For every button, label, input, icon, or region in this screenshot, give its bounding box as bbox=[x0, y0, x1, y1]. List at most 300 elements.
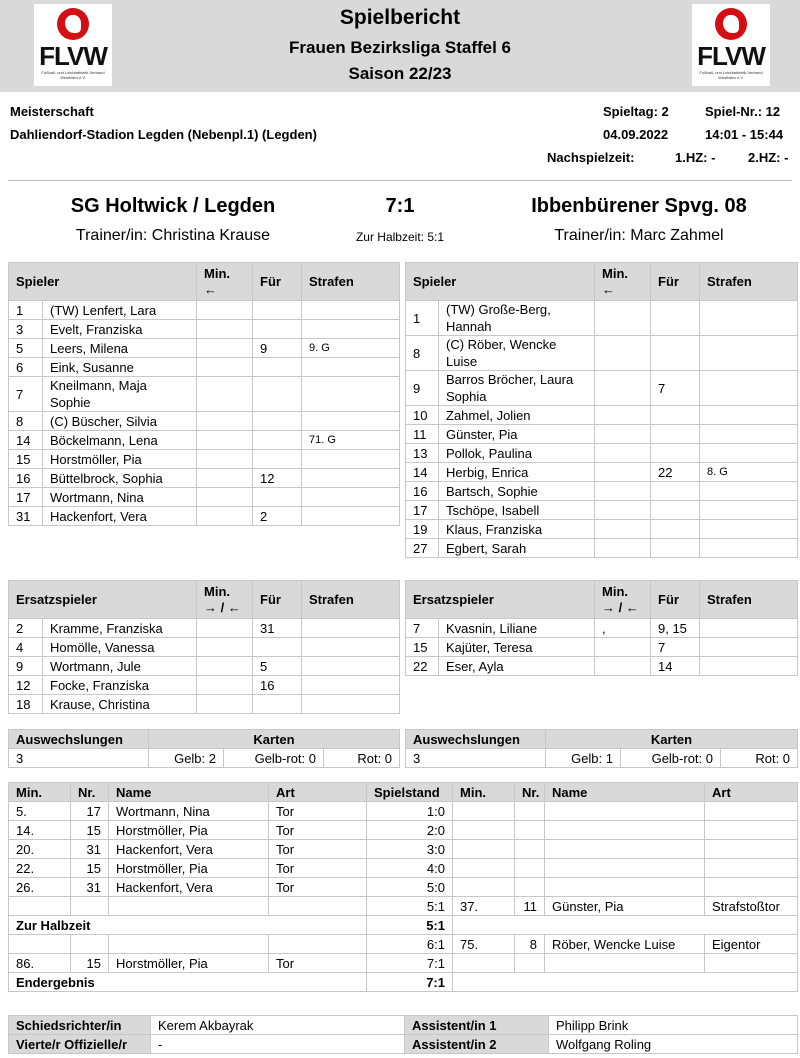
col-ersatz: Ersatzspieler bbox=[406, 581, 595, 619]
home-event-minute: 5. bbox=[9, 802, 71, 821]
player-penalty bbox=[700, 425, 798, 444]
player-row bbox=[406, 638, 798, 657]
player-minute bbox=[595, 336, 651, 371]
player-minute bbox=[197, 638, 253, 657]
event-score: 5:1 bbox=[367, 897, 453, 916]
player-minute bbox=[595, 482, 651, 501]
home-event-minute: 14. bbox=[9, 821, 71, 840]
player-number: 12 bbox=[9, 676, 43, 695]
home-event-name bbox=[109, 897, 269, 916]
league-name: Frauen Bezirksliga Staffel 6 bbox=[288, 38, 512, 57]
venue: Dahliendorf-Stadion Legden (Nebenpl.1) (Legden) bbox=[10, 127, 317, 142]
player-for bbox=[651, 444, 700, 463]
player-minute bbox=[595, 301, 651, 336]
away-event-name: Röber, Wencke Luise bbox=[545, 935, 705, 954]
player-penalty bbox=[700, 501, 798, 520]
player-penalty bbox=[700, 520, 798, 539]
home-event-name: Horstmöller, Pia bbox=[109, 954, 269, 973]
player-row bbox=[406, 301, 798, 336]
col-min: Min. ← bbox=[595, 263, 651, 301]
event-score: 5:1 bbox=[367, 916, 453, 935]
player-minute bbox=[197, 320, 253, 339]
player-minute bbox=[197, 695, 253, 714]
player-name: Barros Bröcher, Laura Sophia bbox=[439, 371, 595, 406]
player-row bbox=[9, 619, 400, 638]
player-minute bbox=[197, 657, 253, 676]
player-penalty bbox=[302, 657, 400, 676]
assistant1-name: Philipp Brink bbox=[549, 1016, 798, 1035]
player-for: 12 bbox=[253, 469, 302, 488]
karten-header: Karten bbox=[546, 730, 798, 749]
home-event-type bbox=[269, 935, 367, 954]
player-row bbox=[9, 339, 400, 358]
player-for bbox=[253, 377, 302, 412]
player-number: 4 bbox=[9, 638, 43, 657]
player-number: 27 bbox=[406, 539, 439, 558]
home-event-minute: 26. bbox=[9, 878, 71, 897]
player-for bbox=[651, 520, 700, 539]
home-event-number: 17 bbox=[71, 802, 109, 821]
player-name: Krause, Christina bbox=[43, 695, 197, 714]
col-min: Min. → / ← bbox=[595, 581, 651, 619]
player-name: Homölle, Vanessa bbox=[43, 638, 197, 657]
player-name: (C) Röber, Wencke Luise bbox=[439, 336, 595, 371]
player-penalty bbox=[700, 371, 798, 406]
player-penalty bbox=[302, 619, 400, 638]
player-penalty bbox=[302, 320, 400, 339]
player-for: 7 bbox=[651, 371, 700, 406]
event-row bbox=[9, 821, 798, 840]
away-trainer: Trainer/in: Marc Zahmel bbox=[554, 227, 724, 244]
away-event-minute bbox=[453, 802, 515, 821]
away-event-type bbox=[705, 954, 798, 973]
away-event-name bbox=[545, 802, 705, 821]
event-score: 3:0 bbox=[367, 840, 453, 859]
player-minute bbox=[595, 444, 651, 463]
player-name: Bartsch, Sophie bbox=[439, 482, 595, 501]
report-title: Spielbericht bbox=[339, 6, 461, 29]
away-event-name bbox=[545, 840, 705, 859]
player-minute bbox=[595, 406, 651, 425]
home-event-name: Hackenfort, Vera bbox=[109, 840, 269, 859]
home-event-minute: 22. bbox=[9, 859, 71, 878]
player-row bbox=[9, 320, 400, 339]
col-ev-nr: Nr. bbox=[71, 783, 109, 802]
player-penalty bbox=[700, 638, 798, 657]
player-name: (C) Büscher, Silvia bbox=[43, 412, 197, 431]
col-ev-score: Spielstand bbox=[367, 783, 453, 802]
event-score: 7:1 bbox=[367, 954, 453, 973]
player-row bbox=[9, 695, 400, 714]
player-penalty bbox=[700, 336, 798, 371]
player-name: Klaus, Franziska bbox=[439, 520, 595, 539]
player-for bbox=[651, 482, 700, 501]
player-number: 16 bbox=[9, 469, 43, 488]
player-penalty bbox=[302, 450, 400, 469]
player-minute bbox=[197, 469, 253, 488]
player-for bbox=[651, 406, 700, 425]
col-strafen: Strafen bbox=[700, 263, 798, 301]
player-name: Tschöpe, Isabell bbox=[439, 501, 595, 520]
home-event-name: Horstmöller, Pia bbox=[109, 821, 269, 840]
event-score: 7:1 bbox=[367, 973, 453, 992]
player-minute bbox=[197, 358, 253, 377]
away-event-type bbox=[705, 878, 798, 897]
player-row bbox=[9, 301, 400, 320]
player-penalty: 71. G bbox=[302, 431, 400, 450]
player-row bbox=[406, 371, 798, 406]
player-number: 22 bbox=[406, 657, 439, 676]
player-penalty bbox=[302, 412, 400, 431]
away-subs-table bbox=[405, 580, 798, 676]
player-penalty bbox=[302, 507, 400, 526]
player-name: Kajüter, Teresa bbox=[439, 638, 595, 657]
away-event-type bbox=[705, 821, 798, 840]
home-event-minute bbox=[9, 897, 71, 916]
player-minute bbox=[595, 638, 651, 657]
auswechslungen-header: Auswechslungen bbox=[406, 730, 546, 749]
away-event-number bbox=[515, 840, 545, 859]
home-event-number: 15 bbox=[71, 821, 109, 840]
player-minute bbox=[197, 619, 253, 638]
player-row bbox=[406, 444, 798, 463]
event-row bbox=[9, 935, 798, 954]
player-name: Böckelmann, Lena bbox=[43, 431, 197, 450]
player-minute bbox=[197, 488, 253, 507]
away-event-type bbox=[705, 840, 798, 859]
player-penalty bbox=[700, 482, 798, 501]
player-number: 2 bbox=[9, 619, 43, 638]
away-lineup-table bbox=[405, 262, 798, 558]
final-score: 7:1 bbox=[385, 195, 415, 217]
player-number: 19 bbox=[406, 520, 439, 539]
player-for bbox=[651, 539, 700, 558]
player-name: Kneilmann, Maja Sophie bbox=[43, 377, 197, 412]
player-name: Pollok, Paulina bbox=[439, 444, 595, 463]
away-stats-table bbox=[405, 729, 798, 768]
player-minute bbox=[595, 425, 651, 444]
home-red: Rot: 0 bbox=[324, 749, 400, 768]
home-event-name: Horstmöller, Pia bbox=[109, 859, 269, 878]
col-strafen: Strafen bbox=[302, 581, 400, 619]
player-number: 10 bbox=[406, 406, 439, 425]
away-event-number: 11 bbox=[515, 897, 545, 916]
away-event-number: 8 bbox=[515, 935, 545, 954]
player-for: 16 bbox=[253, 676, 302, 695]
player-number: 31 bbox=[9, 507, 43, 526]
player-penalty bbox=[302, 695, 400, 714]
player-penalty bbox=[302, 377, 400, 412]
col-ev-art: Art bbox=[705, 783, 798, 802]
auswechslungen-header: Auswechslungen bbox=[9, 730, 149, 749]
home-event-name: Wortmann, Nina bbox=[109, 802, 269, 821]
away-event-type: Strafstoßtor bbox=[705, 897, 798, 916]
player-for: 5 bbox=[253, 657, 302, 676]
away-event-minute bbox=[453, 859, 515, 878]
logo-wordmark: FLVW bbox=[39, 41, 107, 71]
col-ev-name: Name bbox=[545, 783, 705, 802]
player-row bbox=[406, 406, 798, 425]
referee-name: Kerem Akbayrak bbox=[151, 1016, 405, 1035]
player-row bbox=[9, 358, 400, 377]
col-ev-nr: Nr. bbox=[515, 783, 545, 802]
endergebnis-row bbox=[9, 973, 798, 992]
away-event-name bbox=[545, 954, 705, 973]
player-minute bbox=[197, 431, 253, 450]
player-name: Egbert, Sarah bbox=[439, 539, 595, 558]
player-name: (TW) Lenfert, Lara bbox=[43, 301, 197, 320]
away-event-number bbox=[515, 878, 545, 897]
home-event-name: Hackenfort, Vera bbox=[109, 878, 269, 897]
home-event-number: 15 bbox=[71, 954, 109, 973]
player-row bbox=[9, 507, 400, 526]
player-row bbox=[406, 425, 798, 444]
player-penalty: 8. G bbox=[700, 463, 798, 482]
player-number: 6 bbox=[9, 358, 43, 377]
home-event-type: Tor bbox=[269, 954, 367, 973]
home-yellow-red: Gelb-rot: 0 bbox=[224, 749, 324, 768]
match-time: 14:01 - 15:44 bbox=[705, 127, 784, 142]
matchday: Spieltag: 2 bbox=[603, 104, 669, 119]
player-name: Wortmann, Jule bbox=[43, 657, 197, 676]
home-stats-table bbox=[8, 729, 400, 768]
away-red: Rot: 0 bbox=[721, 749, 798, 768]
player-minute bbox=[595, 539, 651, 558]
player-number: 17 bbox=[9, 488, 43, 507]
away-event-minute: 75. bbox=[453, 935, 515, 954]
season: Saison 22/23 bbox=[348, 64, 452, 83]
event-score: 1:0 bbox=[367, 802, 453, 821]
away-event-number bbox=[515, 859, 545, 878]
col-min: Min. ← bbox=[197, 263, 253, 301]
player-row bbox=[9, 431, 400, 450]
home-event-type bbox=[269, 897, 367, 916]
player-for bbox=[651, 425, 700, 444]
logo-emblem-icon bbox=[715, 8, 747, 40]
col-ev-min: Min. bbox=[9, 783, 71, 802]
player-row bbox=[406, 520, 798, 539]
player-for bbox=[253, 412, 302, 431]
home-event-minute bbox=[9, 935, 71, 954]
player-penalty bbox=[302, 488, 400, 507]
divider bbox=[8, 180, 792, 181]
player-minute bbox=[197, 301, 253, 320]
logo-wordmark: FLVW bbox=[697, 41, 765, 71]
home-event-type: Tor bbox=[269, 878, 367, 897]
away-event-minute bbox=[453, 821, 515, 840]
away-event-name bbox=[545, 821, 705, 840]
player-row bbox=[406, 619, 798, 638]
home-event-minute: 86. bbox=[9, 954, 71, 973]
player-number: 11 bbox=[406, 425, 439, 444]
player-number: 17 bbox=[406, 501, 439, 520]
player-row bbox=[9, 657, 400, 676]
away-event-minute bbox=[453, 840, 515, 859]
player-number: 9 bbox=[9, 657, 43, 676]
player-row bbox=[406, 657, 798, 676]
player-for: 9 bbox=[253, 339, 302, 358]
player-penalty bbox=[302, 301, 400, 320]
logo-subtitle: Fußball- und Leichtathletik-Verband Westfalen e.V. bbox=[41, 70, 105, 80]
home-event-name bbox=[109, 935, 269, 954]
away-event-name bbox=[545, 859, 705, 878]
player-number: 9 bbox=[406, 371, 439, 406]
player-number: 8 bbox=[406, 336, 439, 371]
player-name: Hackenfort, Vera bbox=[43, 507, 197, 526]
referee-label: Schiedsrichter/in bbox=[9, 1016, 151, 1035]
home-team: SG Holtwick / Legden bbox=[70, 195, 276, 217]
player-name: Kvasnin, Liliane bbox=[439, 619, 595, 638]
player-name: Eser, Ayla bbox=[439, 657, 595, 676]
col-fuer: Für bbox=[253, 581, 302, 619]
player-name: Horstmöller, Pia bbox=[43, 450, 197, 469]
officials-table bbox=[8, 1015, 798, 1054]
halbzeit-label: Zur Halbzeit bbox=[9, 916, 367, 935]
player-penalty bbox=[302, 676, 400, 695]
home-subs-table bbox=[8, 580, 400, 714]
col-ev-min: Min. bbox=[453, 783, 515, 802]
player-minute bbox=[595, 501, 651, 520]
home-event-type: Tor bbox=[269, 802, 367, 821]
player-name: (TW) Große-Berg, Hannah bbox=[439, 301, 595, 336]
logo-subtitle: Fußball- und Leichtathletik-Verband Westfalen e.V. bbox=[699, 70, 763, 80]
player-for bbox=[651, 336, 700, 371]
away-event-minute bbox=[453, 954, 515, 973]
home-event-type: Tor bbox=[269, 840, 367, 859]
col-min: Min. → / ← bbox=[197, 581, 253, 619]
player-number: 13 bbox=[406, 444, 439, 463]
event-row bbox=[9, 878, 798, 897]
col-strafen: Strafen bbox=[302, 263, 400, 301]
home-event-minute: 20. bbox=[9, 840, 71, 859]
away-event-number bbox=[515, 802, 545, 821]
player-row bbox=[9, 412, 400, 431]
player-minute bbox=[595, 520, 651, 539]
player-penalty: 9. G bbox=[302, 339, 400, 358]
player-for bbox=[253, 320, 302, 339]
player-number: 7 bbox=[406, 619, 439, 638]
event-score: 2:0 bbox=[367, 821, 453, 840]
player-name: Büttelbrock, Sophia bbox=[43, 469, 197, 488]
event-row bbox=[9, 840, 798, 859]
player-minute bbox=[197, 450, 253, 469]
player-number: 14 bbox=[9, 431, 43, 450]
away-event-number bbox=[515, 954, 545, 973]
player-number: 3 bbox=[9, 320, 43, 339]
player-number: 1 bbox=[406, 301, 439, 336]
player-row bbox=[9, 638, 400, 657]
player-number: 15 bbox=[9, 450, 43, 469]
player-penalty bbox=[700, 619, 798, 638]
player-for bbox=[253, 358, 302, 377]
assistant1-label: Assistent/in 1 bbox=[405, 1016, 549, 1035]
player-minute bbox=[197, 676, 253, 695]
endergebnis-label: Endergebnis bbox=[9, 973, 367, 992]
player-name: Zahmel, Jolien bbox=[439, 406, 595, 425]
assistant2-name: Wolfgang Roling bbox=[549, 1035, 798, 1054]
fourth-official-name: - bbox=[151, 1035, 405, 1054]
player-row bbox=[406, 539, 798, 558]
halbzeit-row bbox=[9, 916, 798, 935]
player-for bbox=[253, 450, 302, 469]
event-row bbox=[9, 859, 798, 878]
player-name: Kramme, Franziska bbox=[43, 619, 197, 638]
player-minute bbox=[197, 377, 253, 412]
player-number: 5 bbox=[9, 339, 43, 358]
player-row bbox=[406, 336, 798, 371]
home-trainer: Trainer/in: Christina Krause bbox=[75, 227, 271, 244]
event-score: 4:0 bbox=[367, 859, 453, 878]
home-lineup-table bbox=[8, 262, 400, 526]
event-row bbox=[9, 802, 798, 821]
player-for bbox=[651, 501, 700, 520]
away-event-minute bbox=[453, 878, 515, 897]
home-event-number: 31 bbox=[71, 840, 109, 859]
empty-cell bbox=[453, 973, 798, 992]
away-event-name: Günster, Pia bbox=[545, 897, 705, 916]
player-for bbox=[651, 301, 700, 336]
player-for: 7 bbox=[651, 638, 700, 657]
player-name: Leers, Milena bbox=[43, 339, 197, 358]
col-ev-art: Art bbox=[269, 783, 367, 802]
player-row bbox=[406, 463, 798, 482]
player-row bbox=[9, 676, 400, 695]
home-subs-count: 3 bbox=[9, 749, 149, 768]
away-event-type bbox=[705, 802, 798, 821]
assistant2-label: Assistent/in 2 bbox=[405, 1035, 549, 1054]
event-row bbox=[9, 954, 798, 973]
player-minute bbox=[197, 412, 253, 431]
away-subs-count: 3 bbox=[406, 749, 546, 768]
player-penalty bbox=[302, 469, 400, 488]
player-for: 14 bbox=[651, 657, 700, 676]
player-penalty bbox=[700, 406, 798, 425]
player-for: 31 bbox=[253, 619, 302, 638]
home-yellow: Gelb: 2 bbox=[149, 749, 224, 768]
player-for bbox=[253, 638, 302, 657]
player-for: 2 bbox=[253, 507, 302, 526]
home-event-number bbox=[71, 935, 109, 954]
match-number: Spiel-Nr.: 12 bbox=[705, 104, 781, 119]
player-for bbox=[253, 301, 302, 320]
player-minute: , bbox=[595, 619, 651, 638]
home-event-type: Tor bbox=[269, 859, 367, 878]
event-score: 6:1 bbox=[367, 935, 453, 954]
event-row bbox=[9, 897, 798, 916]
away-event-name bbox=[545, 878, 705, 897]
player-penalty bbox=[700, 657, 798, 676]
away-event-type bbox=[705, 859, 798, 878]
player-row bbox=[9, 469, 400, 488]
player-name: Günster, Pia bbox=[439, 425, 595, 444]
empty-cell bbox=[453, 916, 798, 935]
player-name: Wortmann, Nina bbox=[43, 488, 197, 507]
player-row bbox=[9, 450, 400, 469]
player-for bbox=[253, 431, 302, 450]
col-fuer: Für bbox=[253, 263, 302, 301]
player-row bbox=[9, 377, 400, 412]
fourth-official-label: Vierte/r Offizielle/r bbox=[9, 1035, 151, 1054]
col-strafen: Strafen bbox=[700, 581, 798, 619]
away-yellow-red: Gelb-rot: 0 bbox=[621, 749, 721, 768]
player-penalty bbox=[302, 358, 400, 377]
event-score: 5:0 bbox=[367, 878, 453, 897]
events-table bbox=[8, 782, 798, 992]
player-for: 22 bbox=[651, 463, 700, 482]
extra-time-1: 1.HZ: - bbox=[675, 150, 716, 165]
competition: Meisterschaft bbox=[10, 104, 94, 119]
player-penalty bbox=[700, 539, 798, 558]
